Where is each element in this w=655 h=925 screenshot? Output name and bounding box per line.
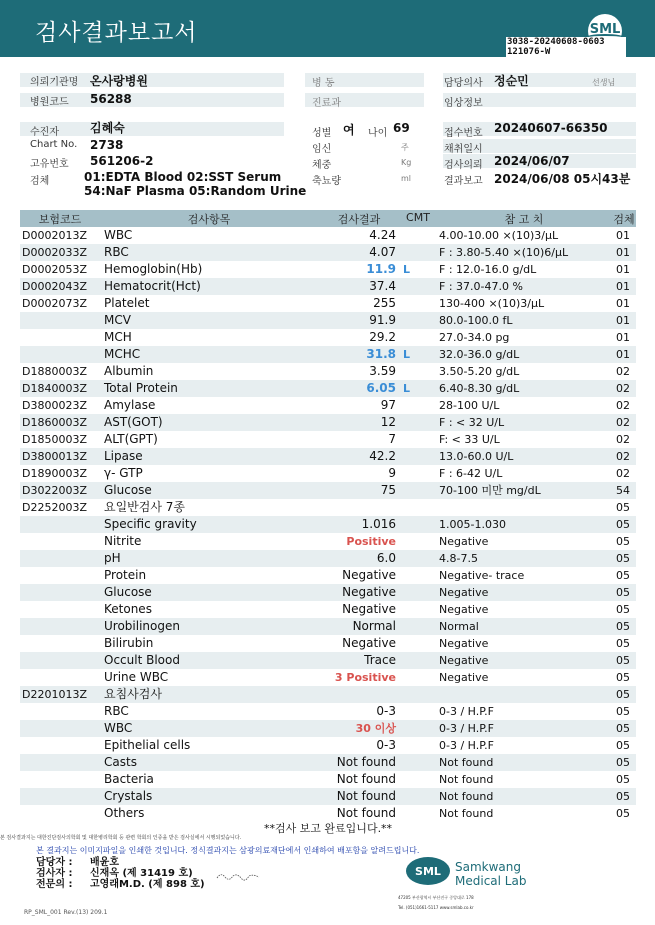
test-result: 75 [380, 483, 396, 497]
specimen-code: 05 [616, 773, 630, 786]
test-result: 91.9 [369, 313, 396, 327]
insurance-code: D0002033Z [22, 246, 87, 259]
test-name: AST(GOT) [104, 415, 163, 429]
specimen-code: 01 [616, 280, 630, 293]
table-row [20, 278, 636, 295]
test-result: 29.2 [369, 330, 396, 344]
table-row [20, 754, 636, 771]
specimen-code: 01 [616, 229, 630, 242]
reference-range: Negative [439, 586, 489, 599]
test-result: 37.4 [369, 279, 396, 293]
test-result: 1.016 [361, 517, 396, 531]
specimen-code: 02 [616, 467, 630, 480]
tester-value: 신재옥 (제 31419 호) [90, 868, 193, 879]
test-name: ALT(GPT) [104, 432, 158, 446]
report-number-line2: 121076-W [507, 47, 551, 57]
insurance-code: D0002053Z [22, 263, 87, 276]
test-result: 4.07 [369, 245, 396, 259]
test-result: 6.05 [366, 381, 396, 395]
pregnancy-label: 임신 [312, 144, 332, 155]
table-row [20, 720, 636, 737]
test-name: MCHC [104, 347, 141, 361]
test-name: Ketones [104, 602, 152, 616]
test-result: 42.2 [369, 449, 396, 463]
reference-range: 0-3 / H.P.F [439, 705, 494, 718]
specialist-label: 전문의 : [36, 879, 73, 890]
unique-label: 고유번호 [30, 159, 69, 170]
tester-label: 검사자 : [36, 868, 73, 879]
table-row [20, 584, 636, 601]
table-row [20, 550, 636, 567]
specimen-code: 01 [616, 263, 630, 276]
report-number [506, 37, 626, 59]
test-name: RBC [104, 704, 129, 718]
test-result: Negative [342, 602, 396, 616]
urine-volume-label: 축뇨량 [312, 176, 341, 187]
table-row [20, 788, 636, 805]
test-name: 요일반검사 7종 [104, 500, 186, 514]
test-name: Specific gravity [104, 517, 197, 531]
table-row [20, 635, 636, 652]
insurance-code: D1860003Z [22, 416, 87, 429]
lab-contact: Tel. (051)1661-5117 www.smlab.co.kr [398, 905, 474, 910]
test-result: 4.24 [369, 228, 396, 242]
specimen-code: 05 [616, 688, 630, 701]
table-row [20, 363, 636, 380]
insurance-code: D2201013Z [22, 688, 87, 701]
hospital-code-value: 56288 [90, 92, 132, 106]
table-row [20, 652, 636, 669]
reference-range: 0-3 / H.P.F [439, 739, 494, 752]
reference-range: Not found [439, 790, 494, 803]
signature-scrawl [215, 870, 261, 882]
table-row [20, 601, 636, 618]
test-name: Protein [104, 568, 147, 582]
table-row [20, 482, 636, 499]
table-row [20, 771, 636, 788]
insurance-code: D3800023Z [22, 399, 87, 412]
test-result: 6.0 [376, 551, 396, 565]
table-row [20, 244, 636, 261]
specimen-code: 01 [616, 297, 630, 310]
test-result: Normal [352, 619, 396, 633]
test-name: Platelet [104, 296, 150, 310]
col-item-header: 검사항목 [187, 213, 231, 226]
reference-range: F: < 33 U/L [439, 433, 500, 446]
table-row [20, 380, 636, 397]
test-name: Amylase [104, 398, 156, 412]
hospital-code-label: 병원코드 [30, 97, 69, 108]
test-result: Not found [336, 772, 396, 786]
table-row [20, 737, 636, 754]
reference-range: F : 6-42 U/L [439, 467, 503, 480]
insurance-code: D1850003Z [22, 433, 87, 446]
specimen-code: 02 [616, 365, 630, 378]
test-name: Nitrite [104, 534, 142, 548]
test-name: Casts [104, 755, 137, 769]
test-name: Crystals [104, 789, 153, 803]
test-result: 12 [380, 415, 396, 429]
test-result: 7 [388, 432, 396, 446]
specimen-code: 05 [616, 620, 630, 633]
table-row [20, 686, 636, 703]
clinical-label: 임상정보 [444, 98, 483, 109]
test-name: Bacteria [104, 772, 154, 786]
table-row [20, 533, 636, 550]
test-name: MCH [104, 330, 132, 344]
reference-range: Negative [439, 637, 489, 650]
table-row [20, 329, 636, 346]
page-title: 검사결과보고서 [35, 20, 198, 46]
sml-logo-text: SML [589, 22, 621, 37]
print-notice: 본 결과지는 이미지파일을 인쇄한 것입니다. 정식결과지는 삼광의료재단에서 인쇄하여 배포함을 알려드립니다. [36, 846, 420, 855]
test-name: Epithelial cells [104, 738, 191, 752]
result-flag: L [403, 348, 411, 361]
specimen-code: 05 [616, 807, 630, 820]
reference-range: Not found [439, 773, 494, 786]
test-name: Urine WBC [104, 670, 169, 684]
report-number-line1: 3038-20240608-0603 [507, 37, 605, 47]
test-name: Occult Blood [104, 653, 180, 667]
test-name: Hemoglobin(Hb) [104, 262, 203, 276]
specimen-code: 05 [616, 637, 630, 650]
test-result: 11.9 [366, 262, 396, 276]
specimen-code: 01 [616, 246, 630, 259]
specimen-code: 05 [616, 790, 630, 803]
insurance-code: D1840003Z [22, 382, 87, 395]
patient-label: 수진자 [30, 127, 59, 138]
specimen-code: 02 [616, 399, 630, 412]
report-date-value: 2024/06/08 05시43분 [494, 172, 631, 186]
specimen-code: 05 [616, 756, 630, 769]
reference-range: 130-400 ×(10)3/μL [439, 297, 545, 310]
reference-range: 6.40-8.30 g/dL [439, 382, 520, 395]
specimen-line2: 54:NaF Plasma 05:Random Urine [84, 184, 307, 198]
table-row [20, 227, 636, 244]
reference-range: 27.0-34.0 pg [439, 331, 510, 344]
samkwang-logo-text: SML [415, 865, 441, 878]
reference-range: 4.00-10.00 ×(10)3/μL [439, 229, 559, 242]
insurance-code: D1880003Z [22, 365, 87, 378]
test-result: 30 이상 [355, 722, 396, 735]
reference-range: Normal [439, 620, 479, 633]
test-name: Others [104, 806, 145, 820]
doctor-label: 담당의사 [444, 78, 483, 89]
certification-note: 본 검사결과지는 대한진단검사의학회 및 대한병리학회 등 관련 학회의 인증을 받은 검사실에서 시행되었습니다. [0, 835, 242, 841]
test-result: Trace [364, 653, 396, 667]
reference-range: 32.0-36.0 g/dL [439, 348, 520, 361]
insurance-code: D2252003Z [22, 501, 87, 514]
reference-range: 1.005-1.030 [439, 518, 506, 531]
table-row [20, 431, 636, 448]
test-name: Albumin [104, 364, 154, 378]
insurance-code: D3022003Z [22, 484, 87, 497]
age-label: 나이 [368, 128, 388, 139]
col-code-header: 보험코드 [38, 213, 82, 226]
insurance-code: D0002073Z [22, 297, 87, 310]
reference-range: 3.50-5.20 g/dL [439, 365, 520, 378]
reference-range: Not found [439, 807, 494, 820]
insurance-code: D0002013Z [22, 229, 87, 242]
test-result: 0-3 [376, 704, 396, 718]
pregnancy-unit: 주 [401, 143, 409, 152]
collection-label: 채취일시 [444, 144, 483, 155]
test-name: WBC [104, 721, 133, 735]
test-name: γ- GTP [104, 466, 143, 480]
reference-range: 28-100 U/L [439, 399, 500, 412]
specimen-code: 02 [616, 382, 630, 395]
ward-label: 병 동 [312, 78, 335, 89]
table-row [20, 448, 636, 465]
specimen-code: 02 [616, 450, 630, 463]
reference-range: F : 37.0-47.0 % [439, 280, 523, 293]
specimen-code: 05 [616, 552, 630, 565]
dept-label: 진료과 [312, 98, 341, 109]
reference-range: 70-100 미만 mg/dL [439, 484, 541, 497]
results-table-header [20, 210, 636, 227]
receipt-label: 접수번호 [444, 128, 483, 139]
test-result: Not found [336, 755, 396, 769]
reference-range: 4.8-7.5 [439, 552, 478, 565]
table-row [20, 346, 636, 363]
test-result: Negative [342, 568, 396, 582]
patient-value: 김혜숙 [90, 121, 125, 135]
institution-label: 의뢰기관명 [30, 77, 79, 88]
request-value: 2024/06/07 [494, 154, 570, 168]
reference-range: F : < 32 U/L [439, 416, 505, 429]
test-name: Bilirubin [104, 636, 154, 650]
staff-label: 담당자 : [36, 857, 73, 868]
insurance-code: D1890003Z [22, 467, 87, 480]
test-name: Glucose [104, 585, 152, 599]
lab-name-line1: Samkwang [455, 860, 521, 874]
doctor-value: 정순민 [494, 74, 529, 88]
specimen-line1: 01:EDTA Blood 02:SST Serum [84, 170, 282, 184]
chart-value: 2738 [90, 138, 124, 152]
sex-label: 성별 [312, 128, 332, 139]
samkwang-logo [404, 856, 452, 886]
table-row [20, 414, 636, 431]
reference-range: Negative [439, 603, 489, 616]
reference-range: F : 3.80-5.40 ×(10)6/μL [439, 246, 569, 259]
table-row [20, 703, 636, 720]
form-number: RP_SML_001 Rev.(13) 209.1 [24, 909, 108, 916]
table-row [20, 499, 636, 516]
specimen-code: 05 [616, 603, 630, 616]
chart-label: Chart No. [30, 139, 78, 150]
lab-address: 47205 부산광역시 부산진구 중앙대로 178 [398, 895, 474, 900]
weight-label: 체중 [312, 160, 332, 171]
col-ref-header: 참 고 치 [504, 213, 544, 226]
test-result: Not found [336, 789, 396, 803]
specimen-code: 05 [616, 739, 630, 752]
reference-range: Negative [439, 671, 489, 684]
specimen-label: 검체 [30, 176, 50, 187]
test-name: MCV [104, 313, 131, 327]
specimen-code: 05 [616, 501, 630, 514]
table-row [20, 295, 636, 312]
test-result: 255 [373, 296, 396, 310]
test-name: pH [104, 551, 121, 565]
specimen-code: 02 [616, 416, 630, 429]
col-cmt-header: CMT [406, 211, 430, 224]
request-label: 검사의뢰 [444, 160, 483, 171]
reference-range: F : 12.0-16.0 g/dL [439, 263, 537, 276]
insurance-code: D3800013Z [22, 450, 87, 463]
specimen-code: 02 [616, 433, 630, 446]
specimen-code: 05 [616, 722, 630, 735]
reference-range: Negative- trace [439, 569, 525, 582]
table-row [20, 397, 636, 414]
test-name: WBC [104, 228, 133, 242]
test-result: Positive [346, 535, 396, 548]
test-result: Negative [342, 585, 396, 599]
specialist-value: 고영래M.D. (제 898 호) [90, 879, 205, 890]
unique-value: 561206-2 [90, 154, 154, 168]
col-result-header: 검사결과 [337, 213, 381, 226]
table-row [20, 516, 636, 533]
specimen-code: 05 [616, 671, 630, 684]
test-name: Hematocrit(Hct) [104, 279, 201, 293]
specimen-code: 01 [616, 314, 630, 327]
test-name: Total Protein [104, 381, 178, 395]
table-row [20, 261, 636, 278]
test-result: 97 [380, 398, 396, 412]
specimen-code: 01 [616, 331, 630, 344]
table-row [20, 669, 636, 686]
reference-range: Negative [439, 535, 489, 548]
reference-range: Not found [439, 756, 494, 769]
urine-volume-unit: ml [401, 174, 412, 183]
specimen-code: 01 [616, 348, 630, 361]
test-result: 9 [388, 466, 396, 480]
test-result: 3.59 [369, 364, 396, 378]
reference-range: Negative [439, 654, 489, 667]
lab-name [455, 860, 526, 888]
test-result: Not found [336, 806, 396, 820]
test-result: 31.8 [366, 347, 396, 361]
institution-value: 온사랑병원 [90, 74, 148, 88]
test-name: Urobilinogen [104, 619, 180, 633]
specimen-code: 05 [616, 705, 630, 718]
report-end-text: **검사 보고 완료입니다.** [263, 822, 393, 835]
test-result: 0-3 [376, 738, 396, 752]
table-row [20, 567, 636, 584]
specimen-code: 05 [616, 518, 630, 531]
weight-unit: Kg [401, 158, 412, 167]
reference-range: 80.0-100.0 fL [439, 314, 513, 327]
test-result: Negative [342, 636, 396, 650]
report-date-label: 결과보고 [444, 176, 483, 187]
test-name: RBC [104, 245, 129, 259]
insurance-code: D0002043Z [22, 280, 87, 293]
specimen-code: 05 [616, 586, 630, 599]
specimen-code: 05 [616, 569, 630, 582]
table-row [20, 618, 636, 635]
staff-value: 배윤호 [90, 857, 119, 868]
test-name: Lipase [104, 449, 143, 463]
doctor-suffix: 선생님 [592, 78, 616, 87]
lab-name-line2: Medical Lab [455, 874, 527, 888]
sex-value: 여 [343, 123, 355, 137]
result-flag: L [403, 263, 411, 276]
patient-cell [20, 122, 284, 136]
table-row [20, 465, 636, 482]
specimen-code: 05 [616, 654, 630, 667]
specimen-code: 54 [616, 484, 630, 497]
test-name: Glucose [104, 483, 152, 497]
table-row [20, 312, 636, 329]
reference-range: 13.0-60.0 U/L [439, 450, 514, 463]
result-flag: L [403, 382, 411, 395]
receipt-value: 20240607-66350 [494, 121, 608, 135]
col-cat-header: 검체 [613, 213, 635, 226]
test-result: 3 Positive [334, 671, 396, 684]
age-value: 69 [393, 121, 410, 135]
specimen-code: 05 [616, 535, 630, 548]
reference-range: 0-3 / H.P.F [439, 722, 494, 735]
test-name: 요침사검사 [104, 687, 162, 701]
